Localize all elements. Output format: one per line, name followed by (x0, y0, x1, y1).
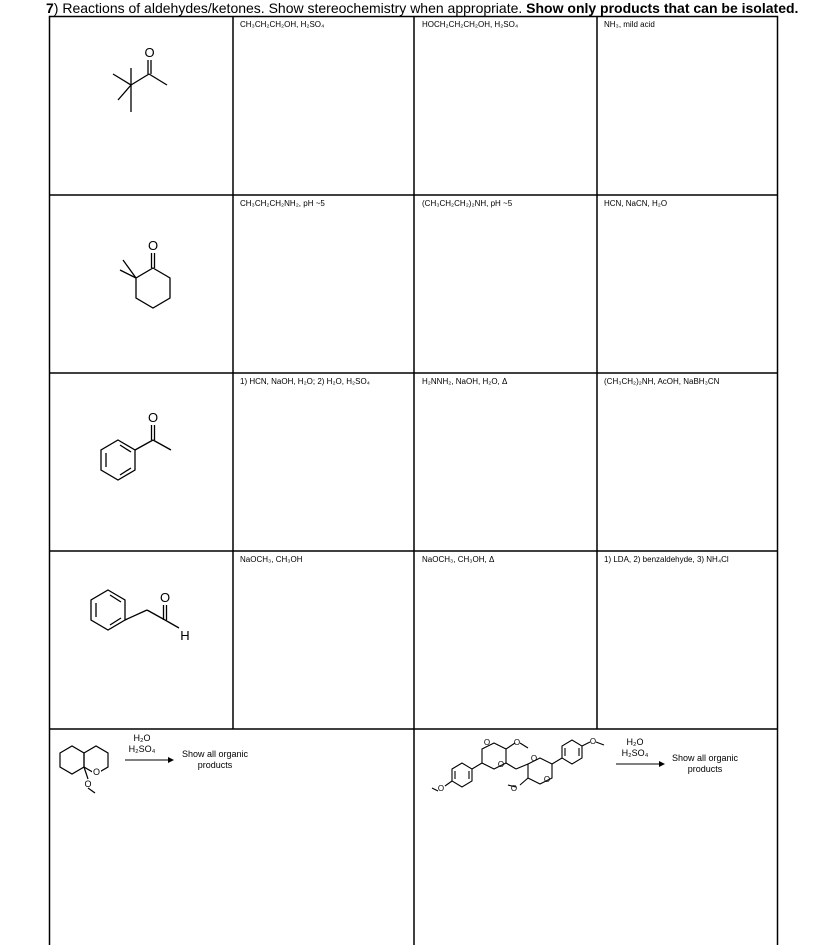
oxygen-label: O (543, 775, 551, 784)
oxygen-label: O (84, 779, 92, 789)
reaction-arrow-left (124, 755, 174, 765)
page-title: 7) Reactions of aldehydes/ketones. Show stereochemistry when appropriate. Show only products that can be isolated. (46, 0, 799, 16)
reagent-r1-c1: CH₃CH₂CH₂OH, H₂SO₄ (240, 20, 325, 29)
instruction-right-line1: Show all organic (671, 753, 739, 763)
arrow-reagent-top-right: H₂O (626, 737, 644, 747)
reagent-r4-c1: NaOCH₃, CH₃OH (240, 555, 303, 564)
oxygen-label: O (497, 760, 505, 769)
reagent-r3-c1: 1) HCN, NaOH, H₂O; 2) H₂O, H₂SO₄ (240, 377, 370, 386)
instruction-left-line1: Show all organic (181, 749, 249, 759)
oxygen-label: O (589, 737, 597, 746)
oxygen-label: O (510, 784, 518, 793)
reagent-r1-c2: HOCH₂CH₂CH₂OH, H₂SO₄ (422, 20, 519, 29)
pinacolone-structure (100, 40, 190, 120)
bis-acetal-structure (420, 731, 620, 799)
oxygen-label: O (92, 767, 101, 777)
oxygen-label: O (437, 784, 445, 793)
oxygen-label: O (530, 754, 538, 763)
reagent-r3-c3: (CH₃CH₂)₂NH, AcOH, NaBH₃CN (604, 377, 720, 386)
dimethylcyclohexanone-structure (105, 235, 195, 325)
oxygen-label: O (144, 45, 155, 60)
bicyclic-ketal-structure (55, 733, 125, 798)
reagent-r2-c3: HCN, NaCN, H₂O (604, 199, 668, 208)
oxygen-label: O (147, 410, 159, 425)
phenylacetaldehyde-structure (85, 580, 205, 650)
oxygen-label: O (147, 238, 159, 253)
instruction-left-line2: products (197, 760, 233, 770)
reagent-r4-c2: NaOCH₃, CH₃OH, Δ (422, 555, 495, 564)
reagent-r2-c1: CH₃CH₂CH₂NH₂, pH ~5 (240, 199, 325, 208)
reagent-r4-c3: 1) LDA, 2) benzaldehyde, 3) NH₄Cl (604, 555, 729, 564)
reagent-r2-c2: (CH₃CH₂CH₂)₂NH, pH ~5 (422, 199, 513, 208)
acetophenone-structure (95, 400, 195, 490)
reagent-r1-c3: NH₃, mild acid (604, 20, 655, 29)
arrow-reagent-bottom-right: H₂SO₄ (621, 748, 649, 758)
arrow-reagent-bottom-left: H₂SO₄ (128, 744, 156, 754)
instruction-right-line2: products (687, 764, 723, 774)
oxygen-label: O (513, 738, 521, 747)
oxygen-label: O (483, 738, 491, 747)
hydrogen-label: H (180, 628, 190, 643)
reagent-r3-c2: H₂NNH₂, NaOH, H₂O, Δ (422, 377, 508, 386)
oxygen-label: O (159, 590, 171, 605)
reaction-arrow-right (615, 759, 665, 769)
arrow-reagent-top-left: H₂O (133, 733, 151, 743)
